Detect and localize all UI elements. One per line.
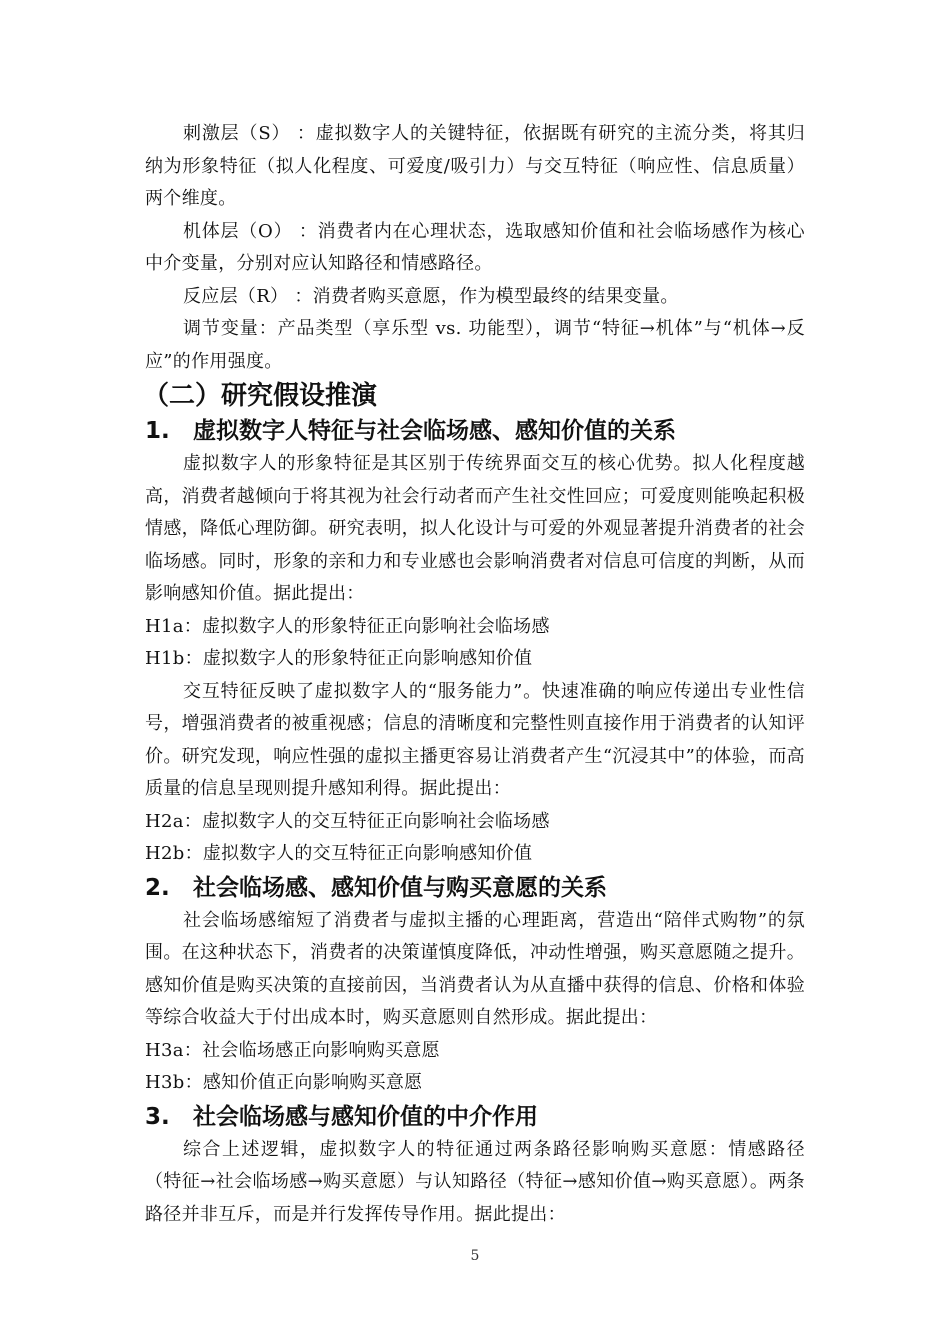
hypothesis-h3b: H3b：感知价值正向影响购买意愿 [145,1072,423,1093]
paragraph-moderator: 调节变量：产品类型（享乐型 vs. 功能型），调节“特征→机体”与“机体→反应”的作用强度。 [145,318,805,372]
hypothesis-h2a: H2a：虚拟数字人的交互特征正向影响社会临场感 [145,810,550,832]
subsection-heading-2 [145,871,805,905]
subsection-number: 3. [145,1103,170,1130]
paragraph-organism-layer: 机体层（O） ：消费者内在心理状态，选取感知价值和社会临场感作为核心中介变量，分别对应认知路径和情感路径。 [145,220,805,274]
page-number: 5 [470,1248,480,1264]
hypothesis-h3a: H3a：社会临场感正向影响购买意愿 [145,1039,440,1061]
section-heading: （二）研究假设推演 [143,381,378,411]
subsection-number: 1. [145,418,170,444]
subsection-heading-3 [145,1100,805,1134]
paragraph-response-layer: 反应层（R） ：消费者购买意愿，作为模型最终的结果变量。 [183,285,679,307]
hypothesis-h1a: H1a：虚拟数字人的形象特征正向影响社会临场感 [145,615,550,637]
page-content [145,118,805,1231]
paragraph-stimulus-layer: 刺激层（S） ：虚拟数字人的关键特征，依据既有研究的主流分类，将其归纳为形象特征（拟人化程度、可爱度/吸引力）与交互特征（响应性、信息质量）两个维度。 [145,123,805,209]
paragraph: 综合上述逻辑，虚拟数字人的特征通过两条路径影响购买意愿：情感路径（特征→社会临场感→购买意愿）与认知路径（特征→感知价值→购买意愿）。两条路径并非互斥，而是并行发挥传导作用。据此提出： [145,1138,805,1225]
subsection-heading-1 [145,414,805,448]
subsection-number: 2. [145,874,170,901]
subsection-title: 社会临场感与感知价值的中介作用 [193,1103,538,1130]
paragraph: 虚拟数字人的形象特征是其区别于传统界面交互的核心优势。拟人化程度越高，消费者越倾向于将其视为社会行动者而产生社交性回应；可爱度则能唤起积极情感，降低心理防御。研究表明，拟人化设计与可爱的外观显著提升消费者的社会临场感。同时，形象的亲和力和专业感也会影响消费者对信息可信度的判断，从而影响感知价值。据此提出： [145,453,805,604]
hypothesis-h2b: H2b：虚拟数字人的交互特征正向影响感知价值 [145,843,533,864]
subsection-title: 虚拟数字人特征与社会临场感、感知价值的关系 [193,418,676,444]
subsection-title: 社会临场感、感知价值与购买意愿的关系 [193,874,607,901]
paragraph: 社会临场感缩短了消费者与虚拟主播的心理距离，营造出“陪伴式购物”的氛围。在这种状态下，消费者的决策谨慎度降低，冲动性增强，购买意愿随之提升。感知价值是购买决策的直接前因，当消费者认为从直播中获得的信息、价格和体验等综合收益大于付出成本时，购买意愿则自然形成。据此提出： [145,909,805,1028]
paragraph: 交互特征反映了虚拟数字人的“服务能力”。快速准确的响应传递出专业性信号，增强消费者的被重视感；信息的清晰度和完整性则直接作用于消费者的认知评价。研究发现，响应性强的虚拟主播更容易让消费者产生“沉浸其中”的体验，而高质量的信息呈现则提升感知利得。据此提出： [145,680,805,799]
hypothesis-h1b: H1b：虚拟数字人的形象特征正向影响感知价值 [145,648,533,669]
